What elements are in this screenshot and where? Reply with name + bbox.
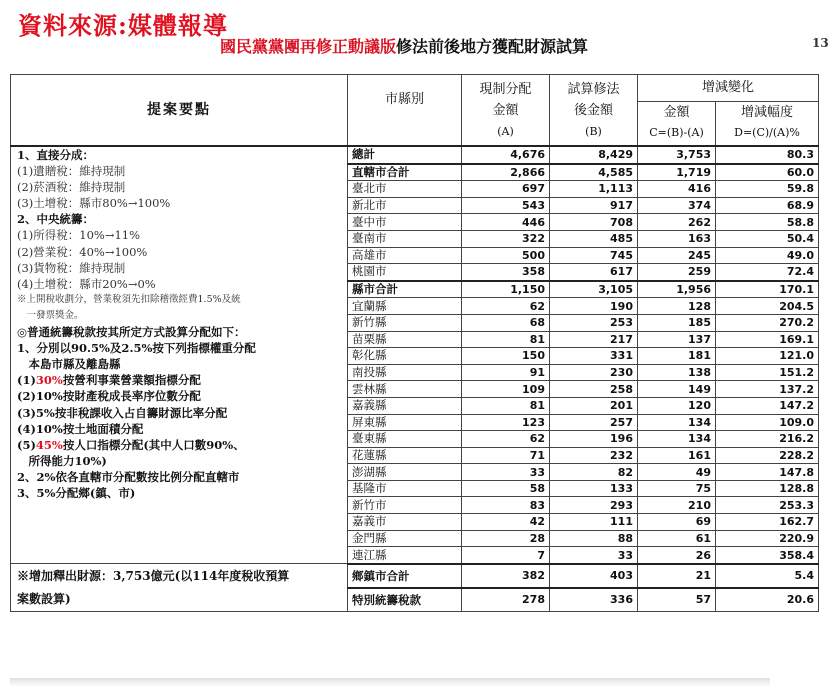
value-cell-c: 26 <box>638 547 716 564</box>
value-cell-c: 120 <box>638 397 716 414</box>
header-amount <box>638 101 716 146</box>
value-cell-b: 88 <box>550 530 638 547</box>
header-current-l1: 現制分配 <box>479 81 532 97</box>
proposal-line: ◎普通統籌稅款按其所定方式設算分配如下： <box>17 325 246 340</box>
value-cell-a: 150 <box>462 348 550 365</box>
value-cell-c: 259 <box>638 264 716 281</box>
value-cell-c: 374 <box>638 197 716 214</box>
proposal-line: ※上開稅收劃分，營業稅須先扣除稽徵經費1.5%及統 <box>17 293 241 305</box>
highlight-percent: 30% <box>35 373 63 388</box>
city-cell: 南投縣 <box>348 364 462 381</box>
blurred-footnote <box>10 678 770 687</box>
value-cell-d: 50.4 <box>716 230 819 247</box>
value-cell-c: 57 <box>638 588 716 612</box>
value-cell-b: 217 <box>550 331 638 348</box>
proposal-line: 2、中央統籌： <box>17 212 95 227</box>
proposal-line: 3、5%分配鄉(鎮、市) <box>17 485 136 500</box>
value-cell-d: 147.2 <box>716 397 819 414</box>
value-cell-d: 162.7 <box>716 514 819 531</box>
value-cell-b: 403 <box>550 564 638 588</box>
proposal-line: 1、直接分成： <box>17 148 95 162</box>
value-cell-d: 121.0 <box>716 348 819 365</box>
value-cell-a: 109 <box>462 381 550 398</box>
page-title <box>220 34 588 57</box>
value-cell-a: 322 <box>462 230 550 247</box>
title-red-part: 國民黨黨團再修正動議版 <box>220 37 397 56</box>
value-cell-a: 91 <box>462 364 550 381</box>
value-cell-b: 111 <box>550 514 638 531</box>
proposal-line: (4)土增稅：縣市20%→0% <box>17 276 156 291</box>
value-cell-b: 708 <box>550 214 638 231</box>
proposal-line: (3)土增稅：縣市80%→100% <box>17 196 171 211</box>
city-cell: 嘉義市 <box>348 514 462 531</box>
value-cell-b: 258 <box>550 381 638 398</box>
allocation-table <box>10 74 819 612</box>
value-cell-d: 68.9 <box>716 197 819 214</box>
value-cell-b: 917 <box>550 197 638 214</box>
city-cell: 金門縣 <box>348 530 462 547</box>
title-black-part: 修法前後地方獲配財源試算 <box>396 37 589 56</box>
value-cell-a: 2,866 <box>462 164 550 181</box>
city-cell: 屏東縣 <box>348 414 462 431</box>
value-cell-c: 210 <box>638 497 716 514</box>
value-cell-a: 123 <box>462 414 550 431</box>
value-cell-c: 1,956 <box>638 281 716 298</box>
city-cell: 高雄市 <box>348 247 462 264</box>
value-cell-a: 62 <box>462 431 550 448</box>
value-cell-c: 185 <box>638 314 716 331</box>
value-cell-a: 500 <box>462 247 550 264</box>
value-cell-d: 109.0 <box>716 414 819 431</box>
value-cell-c: 161 <box>638 447 716 464</box>
city-cell: 宜蘭縣 <box>348 298 462 315</box>
proposal-line: (4)10%按土地面積分配 <box>17 421 144 436</box>
header-rate <box>716 101 819 146</box>
value-cell-a: 543 <box>462 197 550 214</box>
city-cell: 連江縣 <box>348 547 462 564</box>
city-cell: 新竹縣 <box>348 314 462 331</box>
value-cell-d: 60.0 <box>716 164 819 181</box>
proposal-line: (1)所得稅：10%→11% <box>17 228 141 243</box>
value-cell-c: 138 <box>638 364 716 381</box>
value-cell-c: 1,719 <box>638 164 716 181</box>
proposal-line: 所得能力10%) <box>17 453 107 468</box>
header-amount-l2: C=(B)-(A) <box>649 126 704 140</box>
value-cell-b: 1,113 <box>550 181 638 198</box>
source-label: 資料來源:媒體報導 <box>18 11 228 40</box>
value-cell-d: 49.0 <box>716 247 819 264</box>
value-cell-c: 149 <box>638 381 716 398</box>
value-cell-a: 62 <box>462 298 550 315</box>
header-trial-l3: (B) <box>585 124 602 138</box>
city-cell: 苗栗縣 <box>348 331 462 348</box>
page-number: 13 <box>812 36 829 50</box>
table-row <box>11 588 819 612</box>
proposal-line: (1)30%按營利事業營業額指標分配 <box>17 373 201 388</box>
value-cell-b: 33 <box>550 547 638 564</box>
value-cell-b: 257 <box>550 414 638 431</box>
city-cell: 雲林縣 <box>348 381 462 398</box>
table-row <box>11 564 819 588</box>
value-cell-c: 75 <box>638 480 716 497</box>
city-cell: 嘉義縣 <box>348 397 462 414</box>
value-cell-a: 278 <box>462 588 550 612</box>
header-city: 市縣別 <box>348 75 462 147</box>
proposal-line: 1、分別以90.5%及2.5%按下列指標權重分配 <box>17 341 256 356</box>
value-cell-c: 416 <box>638 181 716 198</box>
proposal-line: 一發票獎金。 <box>17 309 84 321</box>
value-cell-c: 49 <box>638 464 716 481</box>
header-change: 增減變化 <box>638 75 819 102</box>
value-cell-c: 128 <box>638 298 716 315</box>
proposal-line: (2)營業稅：40%→100% <box>17 244 148 259</box>
value-cell-a: 7 <box>462 547 550 564</box>
value-cell-d: 151.2 <box>716 364 819 381</box>
value-cell-c: 245 <box>638 247 716 264</box>
value-cell-c: 181 <box>638 348 716 365</box>
value-cell-d: 80.3 <box>716 146 819 164</box>
value-cell-a: 358 <box>462 264 550 281</box>
city-cell: 總計 <box>348 146 462 164</box>
value-cell-b: 4,585 <box>550 164 638 181</box>
value-cell-a: 4,676 <box>462 146 550 164</box>
city-cell: 花蓮縣 <box>348 447 462 464</box>
value-cell-a: 33 <box>462 464 550 481</box>
value-cell-c: 134 <box>638 414 716 431</box>
value-cell-c: 262 <box>638 214 716 231</box>
value-cell-d: 59.8 <box>716 181 819 198</box>
value-cell-a: 68 <box>462 314 550 331</box>
proposal-line: 2、2%依各直轄市分配數按比例分配直轄市 <box>17 469 240 484</box>
city-cell: 新北市 <box>348 197 462 214</box>
value-cell-d: 72.4 <box>716 264 819 281</box>
city-cell: 桃園市 <box>348 264 462 281</box>
value-cell-b: 293 <box>550 497 638 514</box>
value-cell-d: 147.8 <box>716 464 819 481</box>
city-cell: 澎湖縣 <box>348 464 462 481</box>
header-current-l3: (A) <box>497 124 514 138</box>
value-cell-a: 28 <box>462 530 550 547</box>
value-cell-a: 81 <box>462 397 550 414</box>
value-cell-c: 21 <box>638 564 716 588</box>
value-cell-d: 204.5 <box>716 298 819 315</box>
value-cell-d: 253.3 <box>716 497 819 514</box>
proposal-line: (3)5%按非稅課收入占自籌財源比率分配 <box>17 405 228 420</box>
header-trial-l2: 後金額 <box>573 102 613 118</box>
value-cell-a: 71 <box>462 447 550 464</box>
value-cell-d: 128.8 <box>716 480 819 497</box>
value-cell-a: 446 <box>462 214 550 231</box>
header-current <box>462 75 550 147</box>
proposal-footer-cell: ※增加釋出財源：3,753億元(以114年度稅收預算 <box>11 564 348 588</box>
proposal-line: (1)遺贈稅：維持現制 <box>17 164 126 179</box>
value-cell-b: 336 <box>550 588 638 612</box>
city-cell: 彰化縣 <box>348 348 462 365</box>
city-cell: 新竹市 <box>348 497 462 514</box>
value-cell-b: 133 <box>550 480 638 497</box>
table-row <box>11 146 819 164</box>
value-cell-b: 485 <box>550 230 638 247</box>
header-rate-l2: D=(C)/(A)% <box>734 126 800 140</box>
city-cell: 特別統籌稅款 <box>348 588 462 612</box>
value-cell-d: 137.2 <box>716 381 819 398</box>
city-cell: 臺北市 <box>348 181 462 198</box>
value-cell-c: 134 <box>638 431 716 448</box>
header-rate-l1: 增減幅度 <box>740 105 793 121</box>
header-amount-l1: 金額 <box>663 105 690 121</box>
value-cell-b: 201 <box>550 397 638 414</box>
value-cell-c: 163 <box>638 230 716 247</box>
value-cell-a: 697 <box>462 181 550 198</box>
value-cell-b: 253 <box>550 314 638 331</box>
value-cell-d: 270.2 <box>716 314 819 331</box>
value-cell-d: 58.8 <box>716 214 819 231</box>
value-cell-b: 232 <box>550 447 638 464</box>
city-cell: 臺南市 <box>348 230 462 247</box>
city-cell: 鄉鎮市合計 <box>348 564 462 588</box>
value-cell-a: 81 <box>462 331 550 348</box>
value-cell-d: 170.1 <box>716 281 819 298</box>
proposal-line: 本島市縣及離島縣 <box>17 357 121 372</box>
city-cell: 臺東縣 <box>348 431 462 448</box>
value-cell-d: 228.2 <box>716 447 819 464</box>
proposal-line: (5)45%按人口指標分配(其中人口數90%、 <box>17 437 245 452</box>
header-trial-l1: 試算修法 <box>567 81 620 97</box>
proposal-line: (3)貨物稅：維持現制 <box>17 260 126 275</box>
value-cell-c: 137 <box>638 331 716 348</box>
value-cell-a: 42 <box>462 514 550 531</box>
header-current-l2: 金額 <box>492 102 519 118</box>
value-cell-b: 196 <box>550 431 638 448</box>
header-trial <box>550 75 638 147</box>
value-cell-a: 83 <box>462 497 550 514</box>
proposal-line: (2)10%按財產稅成長率序位數分配 <box>17 389 201 404</box>
proposal-points <box>11 146 348 564</box>
city-cell: 直轄市合計 <box>348 164 462 181</box>
header-proposal: 提案要點 <box>11 75 348 147</box>
value-cell-d: 220.9 <box>716 530 819 547</box>
value-cell-a: 1,150 <box>462 281 550 298</box>
value-cell-d: 20.6 <box>716 588 819 612</box>
value-cell-d: 358.4 <box>716 547 819 564</box>
value-cell-a: 382 <box>462 564 550 588</box>
value-cell-c: 61 <box>638 530 716 547</box>
value-cell-a: 58 <box>462 480 550 497</box>
value-cell-b: 331 <box>550 348 638 365</box>
value-cell-b: 190 <box>550 298 638 315</box>
city-cell: 基隆市 <box>348 480 462 497</box>
value-cell-b: 8,429 <box>550 146 638 164</box>
value-cell-c: 3,753 <box>638 146 716 164</box>
value-cell-c: 69 <box>638 514 716 531</box>
value-cell-d: 5.4 <box>716 564 819 588</box>
value-cell-b: 230 <box>550 364 638 381</box>
value-cell-b: 745 <box>550 247 638 264</box>
value-cell-b: 3,105 <box>550 281 638 298</box>
value-cell-b: 82 <box>550 464 638 481</box>
value-cell-d: 216.2 <box>716 431 819 448</box>
value-cell-b: 617 <box>550 264 638 281</box>
proposal-footer-cell: 案數設算) <box>11 588 348 612</box>
city-cell: 臺中市 <box>348 214 462 231</box>
proposal-line: (2)菸酒稅：維持現制 <box>17 180 126 195</box>
highlight-percent: 45% <box>35 437 63 452</box>
value-cell-d: 169.1 <box>716 331 819 348</box>
city-cell: 縣市合計 <box>348 281 462 298</box>
